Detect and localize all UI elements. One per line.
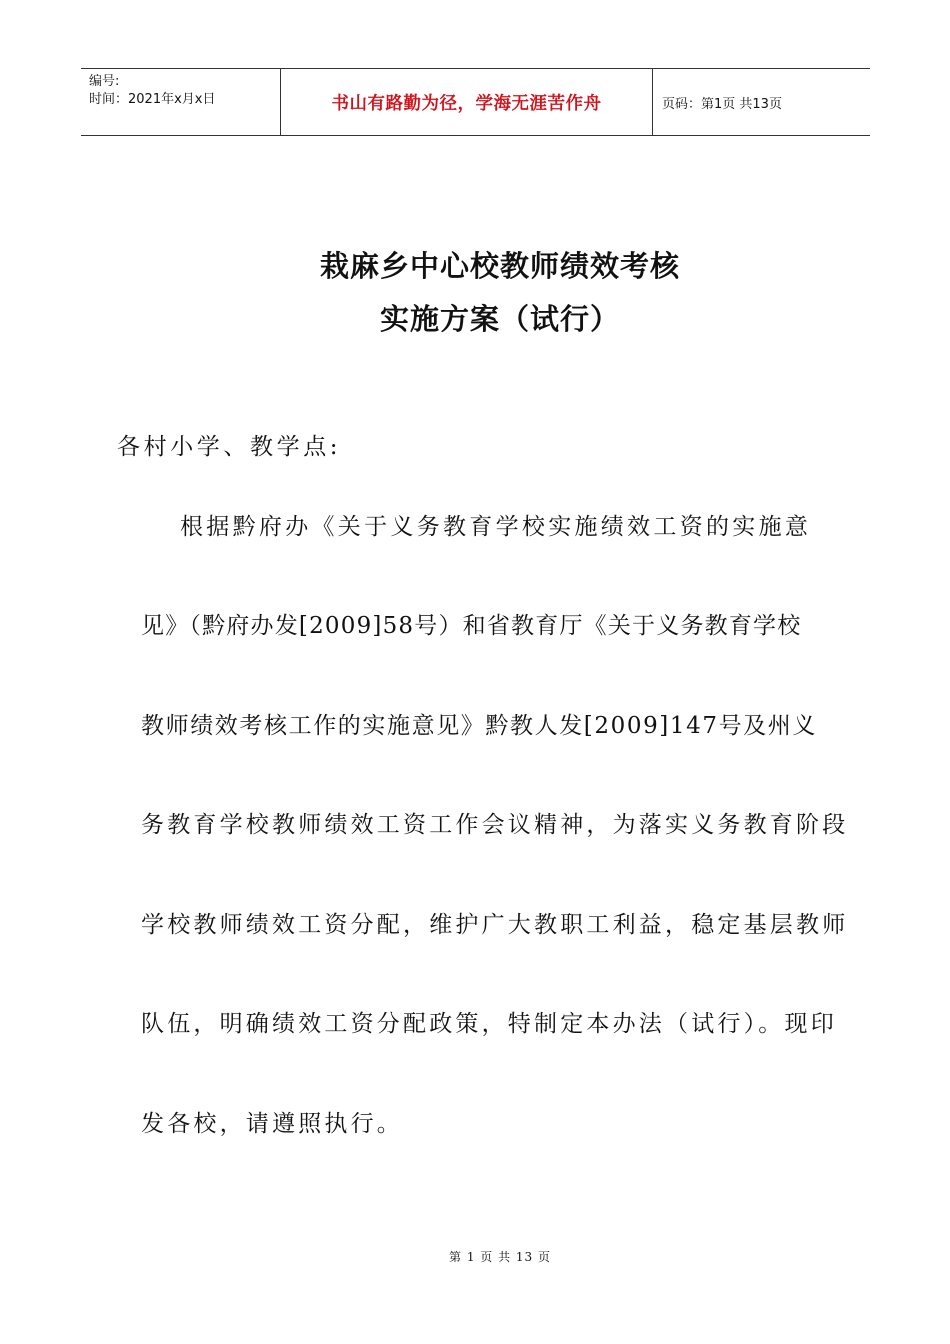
document-title-line2: 实施方案（试行） (379, 302, 620, 336)
document-header (81, 68, 870, 136)
header-page-info: 页码：第1页 共13页 (662, 96, 782, 112)
paragraph-line: 发各校，请遵照执行。 (141, 1111, 403, 1137)
paragraph-line: 队伍，明确绩效工资分配政策，特制定本办法（试行）。现印 (141, 1011, 837, 1037)
salutation: 各村小学、教学点: (117, 434, 342, 460)
document-title-line1: 栽麻乡中心校教师绩效考核 (319, 249, 680, 283)
footer-page-number: 第 1 页 共 13 页 (449, 1250, 551, 1264)
paragraph-line: 见》（黔府办发[2009]58号）和省教育厅《关于义务教育学校 (141, 613, 802, 639)
time-label: 时间：2021年x月x日 (89, 92, 216, 107)
header-motto: 书山有路勤为径，学海无涯苦作舟 (281, 69, 653, 135)
number-label: 编号: (89, 74, 120, 89)
header-meta (81, 69, 281, 135)
paragraph-line: 务教育学校教师绩效工资工作会议精神，为落实义务教育阶段 (141, 812, 849, 838)
paragraph-line: 教师绩效考核工作的实施意见》黔教人发[2009]147号及州义 (141, 713, 817, 739)
paragraph-line: 根据黔府办《关于义务教育学校实施绩效工资的实施意 (180, 514, 812, 540)
paragraph-line: 学校教师绩效工资分配，维护广大教职工利益，稳定基层教师 (141, 912, 849, 938)
